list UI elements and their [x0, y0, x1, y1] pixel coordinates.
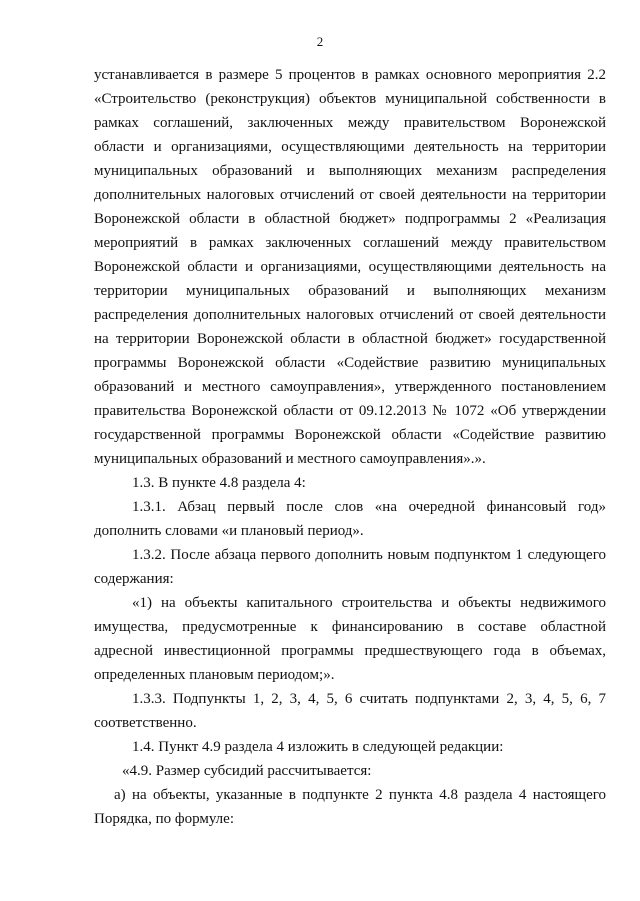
text-line: государственной программы Воронежской области «Содействие развитию: [94, 427, 606, 443]
text-line: 1.3.3. Подпункты 1, 2, 3, 4, 5, 6 считать подпунктами 2, 3, 4, 5, 6, 7: [132, 691, 606, 707]
text-line: Воронежской области и организациями, осуществляющими деятельность на: [94, 259, 606, 275]
text-line: распределения дополнительных налоговых отчислений от своей деятельности: [94, 307, 606, 323]
text-line: 1.3.2. После абзаца первого дополнить новым подпунктом 1 следующего: [132, 547, 606, 563]
text-line: рамках соглашений, заключенных между правительством Воронежской: [94, 115, 606, 131]
text-line: «4.9. Размер субсидий рассчитывается:: [122, 763, 372, 779]
text-line: Воронежской области в областной бюджет» подпрограммы 2 «Реализация: [94, 211, 606, 227]
text-line: программы Воронежской области «Содействие развитию муниципальных: [94, 355, 606, 371]
section-heading-1-4: 1.4. Пункт 4.9 раздела 4 изложить в следующей редакции:: [132, 739, 504, 755]
text-line: мероприятий в рамках заключенных соглашений между правительством: [94, 235, 606, 251]
section-heading-1-3: 1.3. В пункте 4.8 раздела 4:: [132, 475, 306, 491]
text-line: дополнительных налоговых отчислений от своей деятельности на территории: [94, 187, 606, 203]
text-line: муниципальных образований и местного самоуправления».».: [94, 451, 486, 467]
text-line: области и организациями, осуществляющими деятельность на территории: [94, 139, 606, 155]
text-line: образований и местного самоуправления», утвержденного постановлением: [94, 379, 606, 395]
text-line: устанавливается в размере 5 процентов в рамках основного мероприятия 2.2: [94, 67, 606, 83]
text-line: 1.3.1. Абзац первый после слов «на очередной финансовый год»: [132, 499, 606, 515]
text-line: соответственно.: [94, 715, 197, 731]
text-line: а) на объекты, указанные в подпункте 2 пункта 4.8 раздела 4 настоящего: [114, 787, 606, 803]
text-line: определенных плановым периодом;».: [94, 667, 335, 683]
text-line: адресной инвестиционной программы предшествующего года в объемах,: [94, 643, 606, 659]
text-line: «1) на объекты капитального строительства и объекты недвижимого: [132, 595, 606, 611]
text-line: содержания:: [94, 571, 174, 587]
text-line: имущества, предусмотренные к финансированию в составе областной: [94, 619, 606, 635]
page-number: 2: [316, 34, 324, 49]
text-line: дополнить словами «и плановый период».: [94, 523, 364, 539]
text-line: на территории Воронежской области в областной бюджет» государственной: [94, 331, 606, 347]
text-line: муниципальных образований и выполняющих механизм распределения: [94, 163, 606, 179]
text-line: территории муниципальных образований и выполняющих механизм: [94, 283, 606, 299]
text-line: Порядка, по формуле:: [94, 811, 234, 827]
text-line: «Строительство (реконструкция) объектов муниципальной собственности в: [94, 91, 606, 107]
text-line: правительства Воронежской области от 09.12.2013 № 1072 «Об утверждении: [94, 403, 606, 419]
